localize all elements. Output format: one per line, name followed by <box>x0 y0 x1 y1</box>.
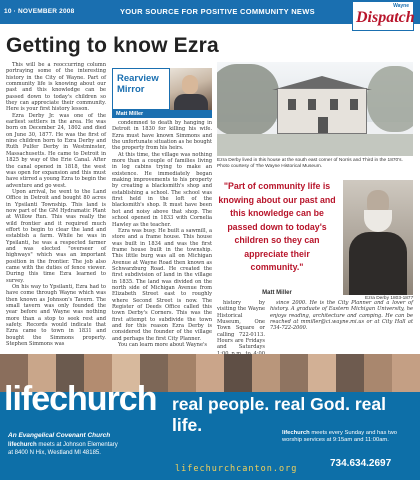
info-brand: lifechurch <box>8 442 37 448</box>
times-text: meets every Sunday and has two worship services at 9:15am and 11:00am. <box>282 430 398 443</box>
portrait-coat <box>349 232 407 295</box>
ad-slogan: real people. real God. real life. <box>172 394 386 435</box>
ad-location-info <box>8 442 118 457</box>
masthead-logo <box>352 1 414 31</box>
ad-photo <box>224 354 252 392</box>
article-column-4 <box>270 300 413 332</box>
paragraph: Upon arrival, he went to the Land Office in Detroit and bought 80 acres in Ypsilanti Township. This land is now part of the GM Hydramatic Plant at Willow Run. This was really the wild frontier and it required much effort to begin to clear the land and establish a farm. While he was in Ypsilanti, he was a respected farmer and was elected "overseer of highways" which was an important position in the frontier. The job also came with the duties of fence viewer. During this time Ezra learned to survey. <box>6 188 106 284</box>
lifechurch-logo: lifechurch <box>4 380 157 418</box>
info-text: meets at Johnson Elementary <box>36 442 118 448</box>
ad-photo <box>280 354 308 392</box>
column-title-box <box>112 68 170 110</box>
ad-photo <box>252 354 280 392</box>
photo-caption: Ezra Derby lived in this house at the south east corner of Norris and Third in the 1870's. Photo courtesy of The Wayne Historical Museum. <box>217 158 403 169</box>
ad-photo <box>308 354 336 392</box>
author-byline-bar <box>112 110 212 118</box>
ezra-derby-portrait <box>343 180 413 295</box>
house-window <box>288 99 296 110</box>
paragraph: On his way to Ypsilanti, Ezra had to have come through Wayne which was then known as Johnson's Tavern. The small tavern was only founded the year before and Wayne was nothing more than a stop to seek rest and safety. Records would indicate that Ezra came to town in 1831 and bought the Simmons property. Stephen Simmons was <box>6 284 106 348</box>
author-name: Matt Miller <box>116 111 144 117</box>
tagline: YOUR SOURCE FOR POSITIVE COMMUNITY NEWS <box>120 7 315 16</box>
ad-service-times <box>282 430 416 444</box>
ad-photo <box>364 354 392 392</box>
ad-photo <box>392 354 420 392</box>
lifechurch-advertisement[interactable] <box>0 354 420 480</box>
article-headline: Getting to know Ezra <box>6 34 219 57</box>
paragraph: You can learn more about Wayne's <box>118 342 207 349</box>
house-body <box>277 88 367 134</box>
masthead-name: Dispatch <box>356 9 415 26</box>
article-column-2 <box>112 120 212 348</box>
ad-website-link[interactable]: lifechurchcanton.org <box>175 464 298 474</box>
photo-tree <box>217 64 279 136</box>
portrait-beard <box>364 210 392 232</box>
issue-date: 10 · NOVEMBER 2008 <box>4 8 75 15</box>
pull-quote-author: Matt Miller <box>262 290 292 296</box>
ezra-caption: Ezra Derby 1803-1877 <box>365 296 414 301</box>
photo-ground <box>217 134 413 156</box>
editors-note-continued: since 2000. He is the City Planner and a lover of history. A graduate of Eastern Michigan University, he enjoys reading, architecture and camping. He can be reached at mmiller@ci.wayne.mi.us or at City Hall at 734-722-2000. <box>270 300 413 332</box>
times-brand: lifechurch <box>282 430 310 436</box>
paragraph: history by visiting the Wayne Historical Museum, One Town Square or calling 722-0113. Hours are Fridays and Saturdays <box>217 300 265 351</box>
ad-phone-number[interactable]: 734.634.2697 <box>330 458 392 469</box>
paragraph: condemned to death by hanging in Detroit in 1830 for killing his wife. Ezra must have known Simmons and the unfortunate situation as he bought the property from his heirs. <box>112 120 212 152</box>
masthead-pre: Wayne <box>393 3 409 9</box>
house-photo <box>217 62 413 156</box>
house-door <box>318 117 328 133</box>
pull-quote: "Part of community life is knowing about our past and this knowledge can be passed down to today's children so they can appreciate their community." <box>218 181 336 272</box>
portrait-suit <box>174 94 208 110</box>
house-window <box>308 99 316 110</box>
ad-photo <box>196 354 224 392</box>
house-window <box>330 99 338 110</box>
paragraph: Ezra Derby Jr. was one of the earliest settlers in the area. He was born on December 24, 1802 and died on June 30, 1877. He was the first of nine children born to Ezra Derby and Ruth Pulfer Derby in Westminster, Massachusetts. He came to Detroit in 1825 by way of the Erie Canal. After the canal opened in 1818, the west was open for expansion and this must have stirred a young Ezra to begin the adventure and go west. <box>6 112 106 189</box>
column-title: Rearview Mirror <box>117 73 159 95</box>
author-portrait <box>170 68 212 110</box>
ad-photo <box>168 354 196 392</box>
photo-tree <box>367 66 413 132</box>
house-window <box>350 99 358 110</box>
ad-subtitle: An Evangelical Covenant Church <box>8 432 111 439</box>
paragraph: Ezra was busy. He built a sawmill, a store and a frame house. This house was built in 1834 and was the first frame house built in the township. This little burg was all on Michigan Avenue at Wayne Road then known as Schwarzburg Road. He created the first subdivision of land in the village in 1835. The land was divided on the north side of Michigan Avenue from Elizabeth Street east to roughly where Second Street is now. The Register of Deeds Office called this town Derby's Corners. This was the first attempt to subdivide the town and for this reason Ezra Derby is considered the founder of the village and perhaps the first City Planner. <box>112 227 212 342</box>
ad-photo <box>336 354 364 392</box>
paragraph: At this time, the village was nothing more than a couple of families living in log cabins trying to make an existence. He immediately began making improvements to his property by creating a blacksmith's shop and establishing a school. The school was first held in the loft of the blacksmith's shop. It must have been hot and noisy above that shop. The school opened in 1833 with Cornelia Hawley as the teacher. <box>112 151 212 228</box>
article-column-1 <box>6 62 106 347</box>
portrait-head <box>182 75 198 94</box>
paragraph: This will be a reoccurring column portraying some of the interesting history in the City of Wayne. Part of community life is knowing about our past and this knowledge can be passed down to today's children so they can appreciate their community. Here is your first history lesson. <box>6 62 106 113</box>
info-address: at 8400 N Hix, Westland MI 48185. <box>8 449 101 456</box>
